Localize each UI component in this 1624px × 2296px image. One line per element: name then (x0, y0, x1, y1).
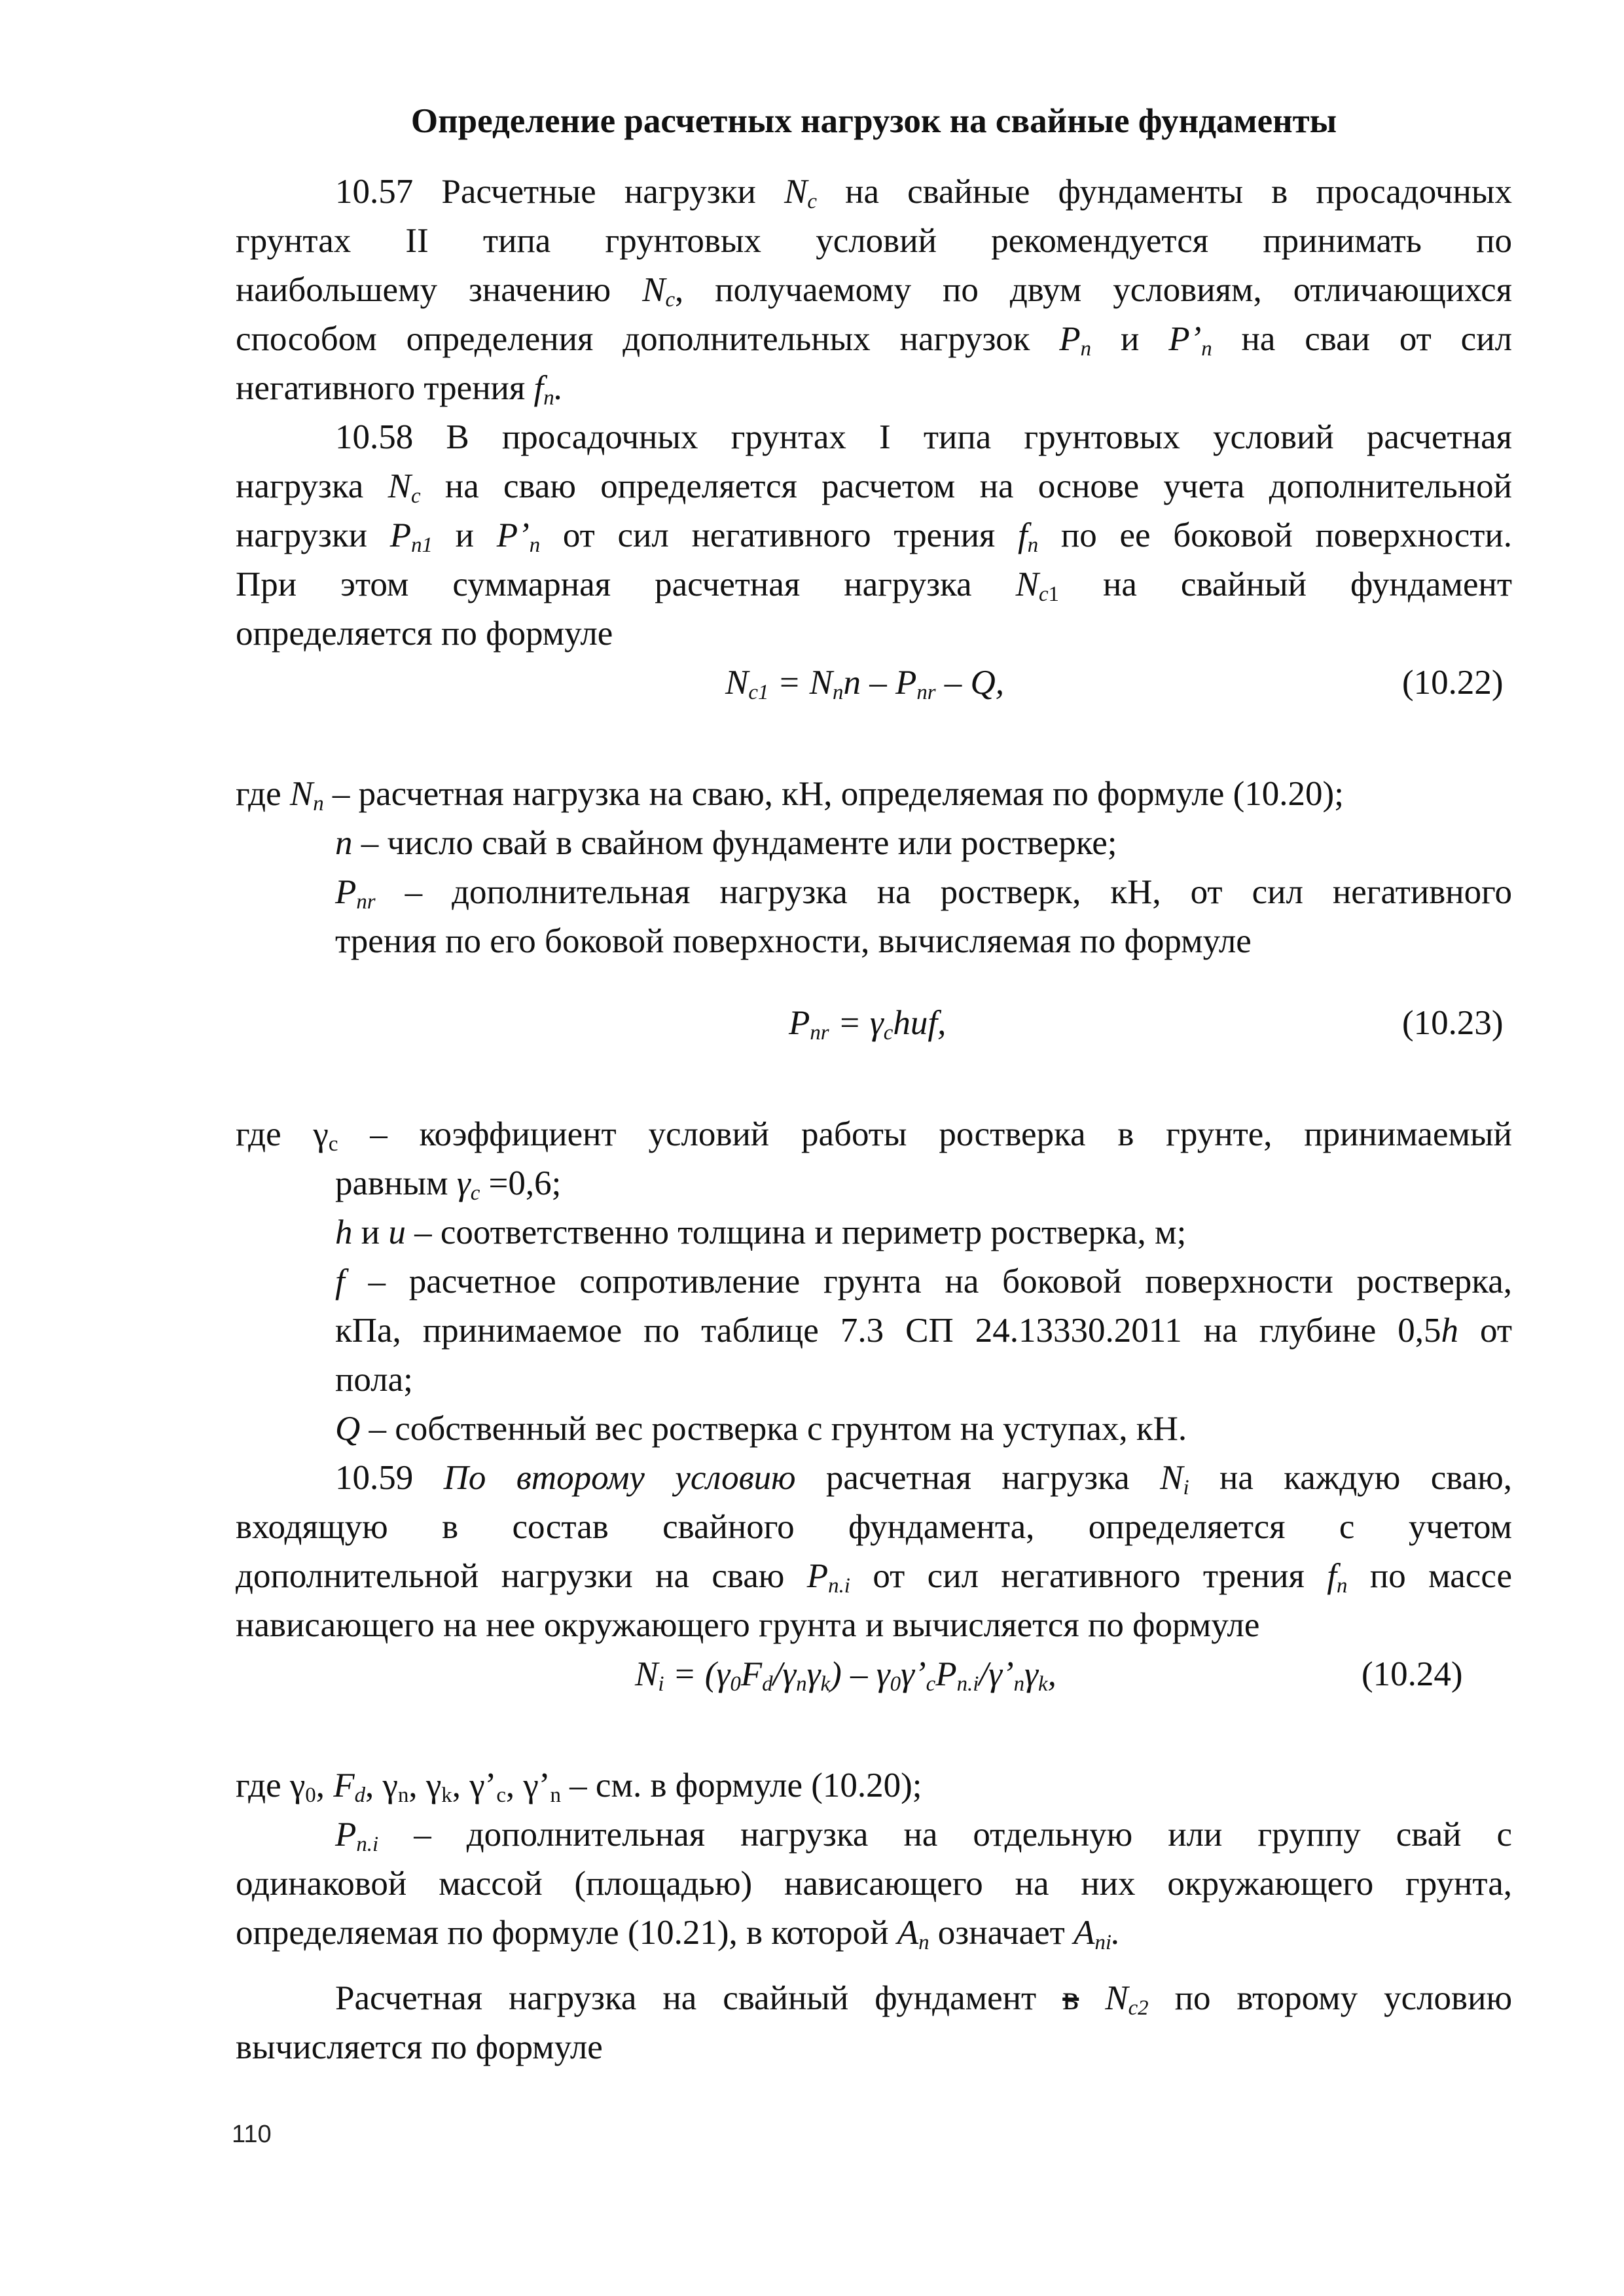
para-10-59-line-1: 10.59 По второму условию расчетная нагрузка $N_i$ на каждую сваю, (335, 1459, 1512, 1500)
formula-10-23: $P_{nr} = \gamma_chuf$, (789, 1004, 947, 1045)
para-10-58-line-3: нагрузки $P_{n1}$ и $P’_n$ от сил негативного трения $f_n$ по ее боковой поверхности. (236, 516, 1513, 558)
defs-10-24-line-2: $P_{n.i}$ – дополнительная нагрузка на отдельную или группу свай с (335, 1816, 1512, 1857)
defs-10-23-line-4: f – расчетное сопротивление грунта на боковой поверхности ростверка, (335, 1263, 1512, 1300)
para-final-line-1: Расчетная нагрузка на свайный фундамент в $N_{c2}$ по второму условию (335, 1979, 1513, 2020)
formula-10-23-number: (10.23) (1402, 1004, 1504, 1042)
formula-10-22-number: (10.22) (1402, 664, 1504, 702)
formula-10-24-number: (10.24) (1362, 1655, 1463, 1693)
defs-10-24-line-1: где $\gamma_0$, $F_d$, $\gamma_n$, $\gamma_k$, $\gamma’_c$, $\gamma’_n$ – см. в формуле (10.20); (236, 1767, 922, 1808)
para-10-58-line-2: нагрузка $N_c$ на сваю определяется расчетом на основе учета дополнительной (236, 467, 1513, 509)
para-10-59-line-3: дополнительной нагрузки на сваю $P_{n.i}$ от сил негативного трения $f_n$ по массе (236, 1557, 1513, 1598)
para-10-57-line-3: наибольшему значению $N_c$, получаемому по двум условиям, отличающихся (236, 271, 1513, 312)
defs-10-22-line-3: $P_{nr}$ – дополнительная нагрузка на ростверк, кН, от сил негативного (335, 873, 1513, 914)
defs-10-24-line-4: определяемая по формуле (10.21), в которой $A_n$ означает $A_{ni}$. (236, 1914, 1121, 1955)
defs-10-23-line-1: где $\gamma_c$ – коэффициент условий работы ростверка в грунте, принимаемый (236, 1115, 1512, 1157)
para-10-59-line-4: нависающего на нее окружающего грунта и вычисляется по формуле (236, 1606, 1260, 1644)
defs-10-24-line-3: одинаковой массой (площадью) нависающего на них окружающего грунта, (236, 1865, 1512, 1903)
para-10-57-line-1: 10.57 Расчетные нагрузки $N_c$ на свайные фундаменты в просадочных (335, 173, 1513, 214)
para-10-58-line-4: При этом суммарная расчетная нагрузка $N_{c1}$ на свайный фундамент (236, 565, 1512, 607)
page-number: 110 (232, 2121, 272, 2148)
para-10-57-line-4: способом определения дополнительных нагрузок $P_n$ и $P’_n$ на сваи от сил (236, 320, 1513, 361)
defs-10-23-line-7: Q – собственный вес ростверка с грунтом на уступах, кН. (335, 1410, 1187, 1448)
para-10-58-line-5: определяется по формуле (236, 615, 613, 653)
defs-10-23-line-3: h и u – соответственно толщина и периметр ростверка, м; (335, 1213, 1187, 1251)
para-10-57-line-5: негативного трения $f_n$. (236, 369, 563, 410)
para-10-58-line-1: 10.58 В просадочных грунтах I типа грунтовых условий расчетная (335, 418, 1512, 456)
para-10-59-line-2: входящую в состав свайного фундамента, определяется с учетом (236, 1508, 1512, 1546)
defs-10-23-line-5: кПа, принимаемое по таблице 7.3 СП 24.13330.2011 на глубине 0,5h от (335, 1312, 1512, 1350)
formula-10-22: $N_{c1} = N_nn - P_{nr} - Q$, (725, 664, 1005, 705)
para-final-line-2: вычисляется по формуле (236, 2028, 603, 2066)
defs-10-22-line-1: где $N_n$ – расчетная нагрузка на сваю, кН, определяемая по формуле (10.20); (236, 775, 1344, 816)
defs-10-23-line-6: пола; (335, 1361, 413, 1399)
section-title: Определение расчетных нагрузок на свайные фундаменты (410, 102, 1337, 140)
formula-10-24: $N_i = (\gamma_0F_d/\gamma_n\gamma_k)$ – $\gamma_0\gamma’_cP_{n.i}/\gamma’_n\gamma_k$, (635, 1655, 1056, 1696)
defs-10-23-line-2: равным $\gamma_c =0,6$; (335, 1164, 562, 1206)
para-10-57-line-2: грунтах II типа грунтовых условий рекомендуется принимать по (236, 222, 1512, 260)
defs-10-22-line-2: n – число свай в свайном фундаменте или ростверке; (335, 824, 1117, 862)
defs-10-22-line-4: трения по его боковой поверхности, вычисляемая по формуле (335, 922, 1252, 960)
